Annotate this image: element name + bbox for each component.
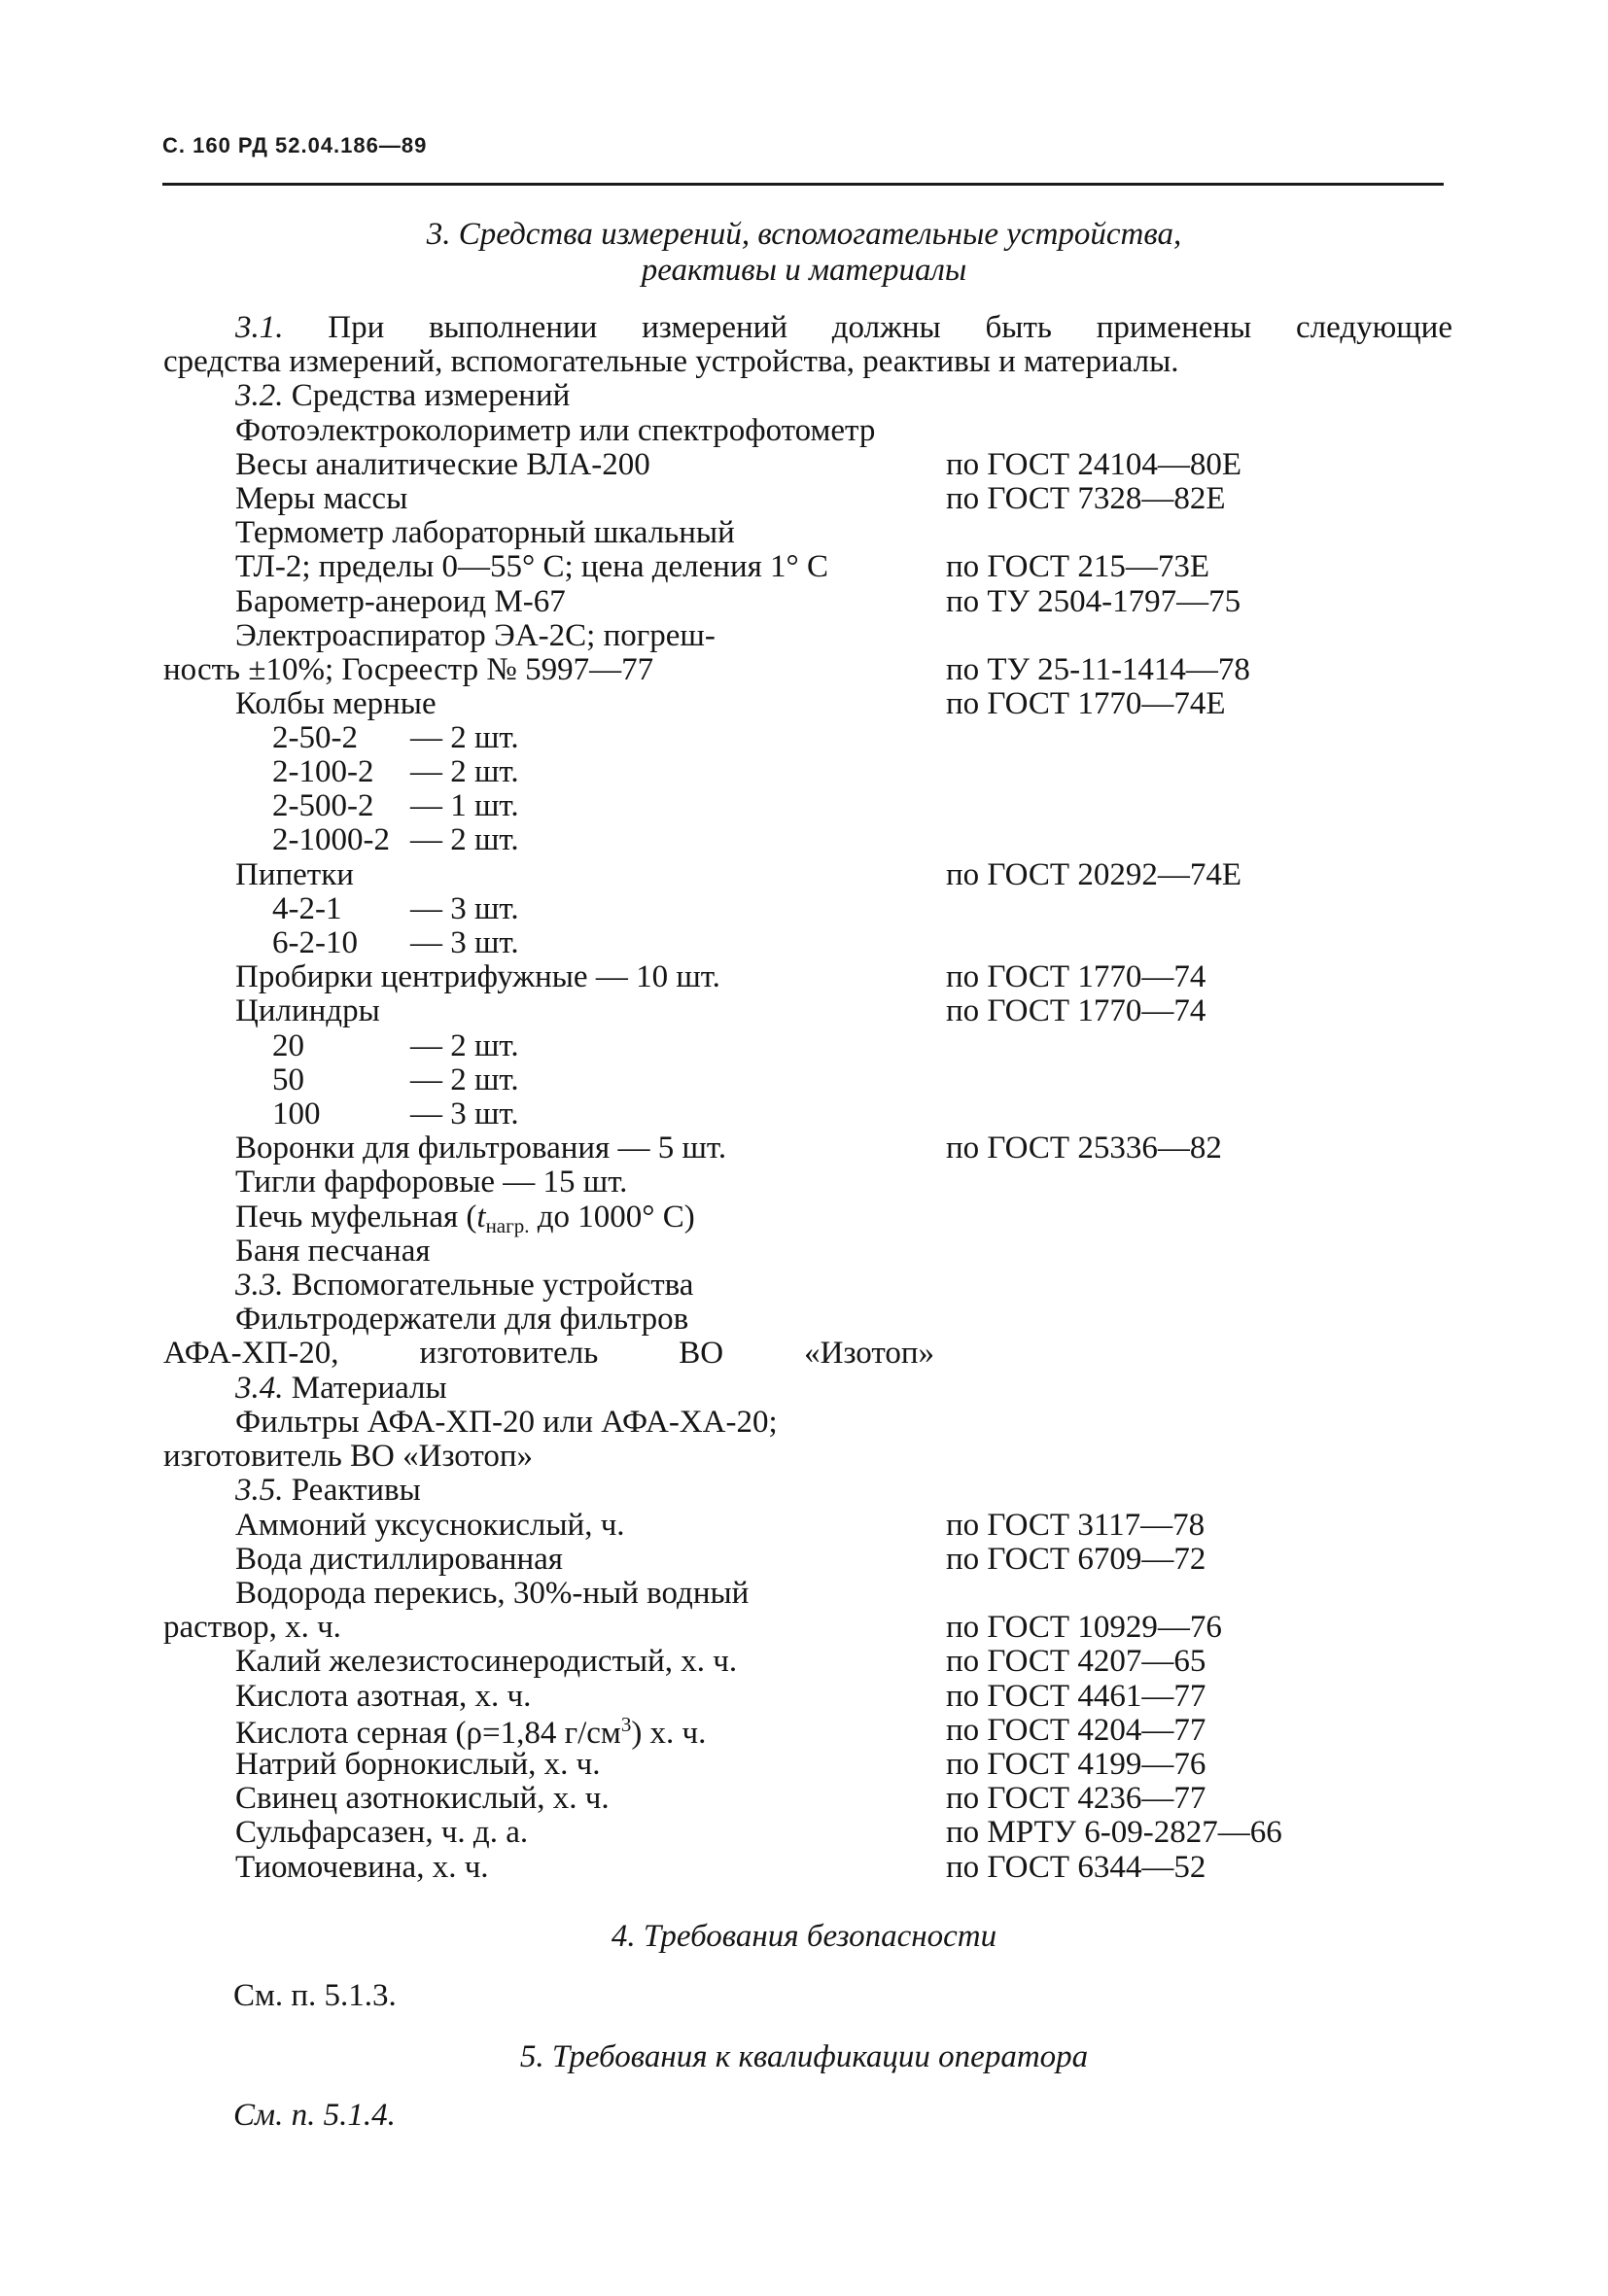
para-3-3-heading [235,1270,693,1302]
furnace-subscript: нагр. [485,1214,530,1237]
section5-title: 5. Требования к квалификации оператора [519,2039,1089,2074]
item-filter-holders-line2: АФА-ХП-20, изготовитель ВО «Изотоп» [163,1336,934,1371]
item-weights: Меры массы [235,481,408,516]
reagent-std: по ГОСТ 4199—76 [946,1747,1206,1782]
para-3-4-title: Материалы [283,1371,447,1406]
item-filters-line2: изготовитель ВО «Изотоп» [163,1439,534,1474]
para-3-2-title: Средства измерений [283,378,571,413]
para-3-1-number: 3.1. [235,310,284,345]
std-barometer: по ТУ 2504-1797—75 [946,584,1241,619]
item-thermometer-line2: ТЛ-2; пределы 0—55° С; цена деления 1° С [235,549,829,584]
cylinder-qty: — 2 шт. [410,1062,519,1097]
reagent-item: Аммоний уксуснокислый, ч. [235,1508,625,1543]
item-furnace [235,1201,695,1236]
cylinder-code: 50 [272,1062,304,1097]
furnace-t-symbol: t [476,1200,486,1235]
flask-code: 2-1000-2 [272,822,390,857]
reagent-std: по ГОСТ 6344—52 [946,1850,1206,1885]
item-funnels: Воронки для фильтрования — 5 шт. [235,1131,727,1165]
std-pipettes: по ГОСТ 20292—74Е [946,857,1241,892]
std-centrifuge-tubes: по ГОСТ 1770—74 [946,959,1206,994]
para-3-3-number: 3.3. [235,1268,284,1303]
item-flasks: Колбы мерные [235,686,437,721]
item-cylinders: Цилиндры [235,993,380,1028]
para-3-1-line1 [235,312,1452,344]
reagent-item-line1: Водорода перекись, 30%-ный водный [235,1576,750,1611]
section3-title-line1: 3. Средства измерений, вспомогательные устройства, [426,217,1182,252]
std-funnels: по ГОСТ 25336—82 [946,1131,1222,1165]
section5-reference: См. п. 5.1.4. [233,2098,396,2133]
reagent-std: по ГОСТ 4236—77 [946,1781,1206,1816]
flask-qty: — 2 шт. [410,754,519,789]
flask-code: 2-500-2 [272,788,374,823]
cylinder-qty: — 3 шт. [410,1096,519,1131]
pipette-qty: — 3 шт. [410,925,519,960]
reagent-item: Калий железистосинеродистый, х. ч. [235,1644,738,1679]
reagent-item: Натрий борнокислый, х. ч. [235,1747,601,1782]
header-rule [162,183,1444,186]
std-cylinders: по ГОСТ 1770—74 [946,993,1206,1028]
cylinder-code: 100 [272,1096,321,1131]
reagent-item: Вода дистиллированная [235,1542,563,1577]
reagent-item: Кислота азотная, х. ч. [235,1679,532,1714]
cylinder-code: 20 [272,1028,304,1063]
para-3-1-text: При выполнении измерений должны быть применены следующие [283,310,1452,345]
item-filter-holders-line1: Фильтродержатели для фильтров [235,1302,689,1337]
reagent-std: по ГОСТ 6709—72 [946,1542,1206,1577]
reagent-std: по ГОСТ 4204—77 [946,1713,1206,1748]
section4-title: 4. Требования безопасности [611,1919,997,1954]
section4-reference: См. п. 5.1.3. [233,1978,397,2013]
para-3-2-number: 3.2. [235,378,284,413]
para-3-5-title: Реактивы [283,1473,421,1508]
pipette-code: 4-2-1 [272,891,342,926]
para-3-3-title: Вспомогательные устройства [283,1268,694,1303]
para-3-4-heading [235,1373,447,1405]
reagent-text-end: ) х. ч. [631,1716,707,1751]
reagent-std: по ГОСТ 4461—77 [946,1679,1206,1714]
item-thermometer-line1: Термометр лабораторный шкальный [235,515,735,550]
item-filters-line1: Фильтры АФА-ХП-20 или АФА-ХА-20; [235,1405,778,1440]
item-photometer: Фотоэлектроколориметр или спектрофотометр [235,413,876,448]
item-sand-bath: Баня песчаная [235,1234,431,1269]
flask-qty: — 2 шт. [410,822,519,857]
furnace-text: Печь муфельная ( [235,1200,477,1235]
std-aspirator: по ТУ 25-11-1414—78 [946,652,1250,687]
item-centrifuge-tubes: Пробирки центрифужные — 10 шт. [235,959,720,994]
flask-qty: — 2 шт. [410,720,519,755]
cylinder-qty: — 2 шт. [410,1028,519,1063]
para-3-4-number: 3.4. [235,1371,284,1406]
item-aspirator-line1: Электроаспиратор ЭА-2С; погреш- [235,618,716,653]
flask-code: 2-50-2 [272,720,358,755]
item-pipettes: Пипетки [235,857,354,892]
section3-title-line2: реактивы и материалы [641,253,967,288]
para-3-1-line2: средства измерений, вспомогательные устройства, реактивы и материалы. [163,344,1179,379]
reagent-item-line2: раствор, х. ч. [163,1610,341,1645]
para-3-5-heading [235,1475,421,1507]
reagent-item: Тиомочевина, х. ч. [235,1850,489,1885]
pipette-code: 6-2-10 [272,925,358,960]
pipette-qty: — 3 шт. [410,891,519,926]
reagent-std: по МРТУ 6-09-2827—66 [946,1815,1282,1850]
reagent-text: Кислота серная (ρ=1,84 г/см [235,1716,621,1751]
furnace-text-end: до 1000° С) [529,1200,695,1235]
reagent-item-sulfuric-acid [235,1715,706,1750]
reagent-item: Сульфарсазен, ч. д. а. [235,1815,529,1850]
item-scales: Весы аналитические ВЛА-200 [235,447,650,482]
flask-code: 2-100-2 [272,754,374,789]
reagent-item: Свинец азотнокислый, х. ч. [235,1781,610,1816]
reagent-std: по ГОСТ 4207—65 [946,1644,1206,1679]
reagent-std: по ГОСТ 3117—78 [946,1508,1206,1543]
std-thermometer: по ГОСТ 215—73Е [946,549,1209,584]
item-aspirator-line2: ность ±10%; Госреестр № 5997—77 [163,652,654,687]
reagent-superscript: 3 [620,1713,632,1736]
reagent-std: по ГОСТ 10929—76 [946,1610,1222,1645]
para-3-5-number: 3.5. [235,1473,284,1508]
page-header: С. 160 РД 52.04.186—89 [162,133,428,157]
std-scales: по ГОСТ 24104—80Е [946,447,1241,482]
flask-qty: — 1 шт. [410,788,519,823]
std-flasks: по ГОСТ 1770—74Е [946,686,1226,721]
item-crucibles: Тигли фарфоровые — 15 шт. [235,1165,628,1200]
para-3-2-heading [235,380,570,412]
item-barometer: Барометр-анероид М-67 [235,584,566,619]
std-weights: по ГОСТ 7328—82Е [946,481,1226,516]
